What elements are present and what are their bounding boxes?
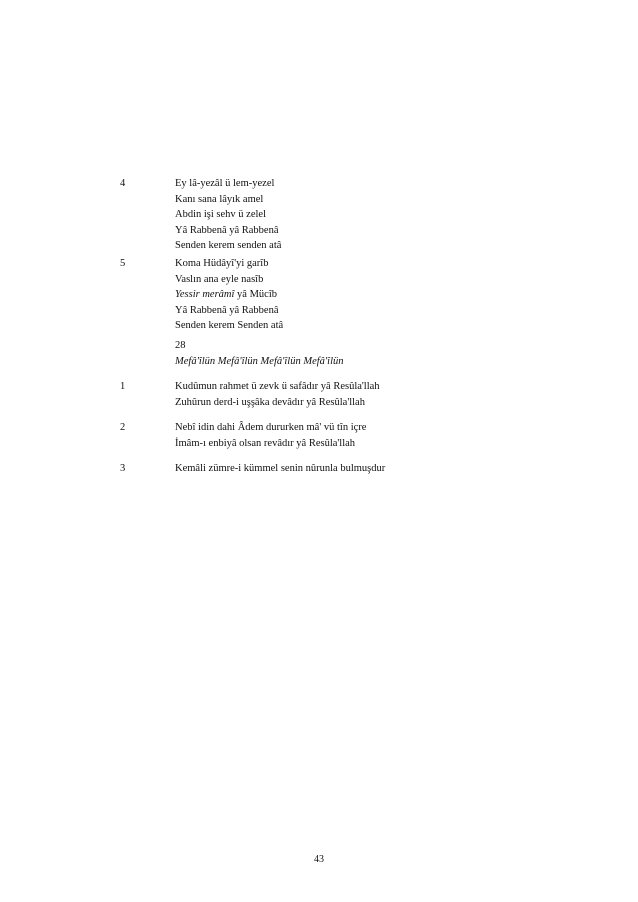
couplet-lines [175,461,385,477]
stanza-lines [175,256,283,334]
stanza-lines [175,176,281,254]
verse-line: Ey lâ-yezâl ü lem-yezel [175,178,275,189]
verse-line: Kanı sana lâyık amel [175,193,264,205]
verse-fragment: yâ Mücîb [234,289,277,301]
verse-line: Yâ Rabbenâ yâ Rabbenâ [175,304,279,316]
stanza-number: 4 [120,178,126,189]
verse-line: Senden kerem Senden atâ [175,320,284,332]
page-number: 43 [314,854,324,865]
verse-line [175,287,283,303]
meter-line: Mefâ'îlün Mefâ'îlün Mefâ'îlün Mefâ'îlün [175,355,344,367]
couplet-lines [175,379,380,410]
couplet-number: 2 [120,422,126,433]
poem-header-lines [175,338,344,369]
verse-line: Zuhûrun derd-i uşşâka devâdır yâ Resûla'llah [175,396,365,408]
verse-line: Koma Hüdâyî'yi garîb [175,258,269,269]
verse-line: Senden kerem senden atâ [175,240,282,252]
couplet-number: 3 [120,463,126,474]
verse-italic-fragment: Yessir merâmî [175,289,235,301]
poem-number: 28 [175,340,186,351]
verse-line: Kudûmun rahmet ü zevk ü safâdır yâ Resûla'llah [175,381,380,392]
couplet-number: 1 [120,381,126,392]
verse-line: Nebî idin dahi Âdem dururken mâ' vü tîn içre [175,422,367,433]
couplet-lines [175,420,366,451]
verse-line: Kemâli zümre-i kümmel senin nûrunla bulmuşdur [175,463,386,474]
stanza-number: 5 [120,258,126,269]
verse-line: İmâm-ı enbiyâ olsan revâdır yâ Resûla'llah [175,437,356,449]
verse-line: Abdin işi sehv ü zelel [175,209,266,221]
verse-line: Yâ Rabbenâ yâ Rabbenâ [175,224,279,236]
verse-line: Vaslın ana eyle nasîb [175,273,264,285]
